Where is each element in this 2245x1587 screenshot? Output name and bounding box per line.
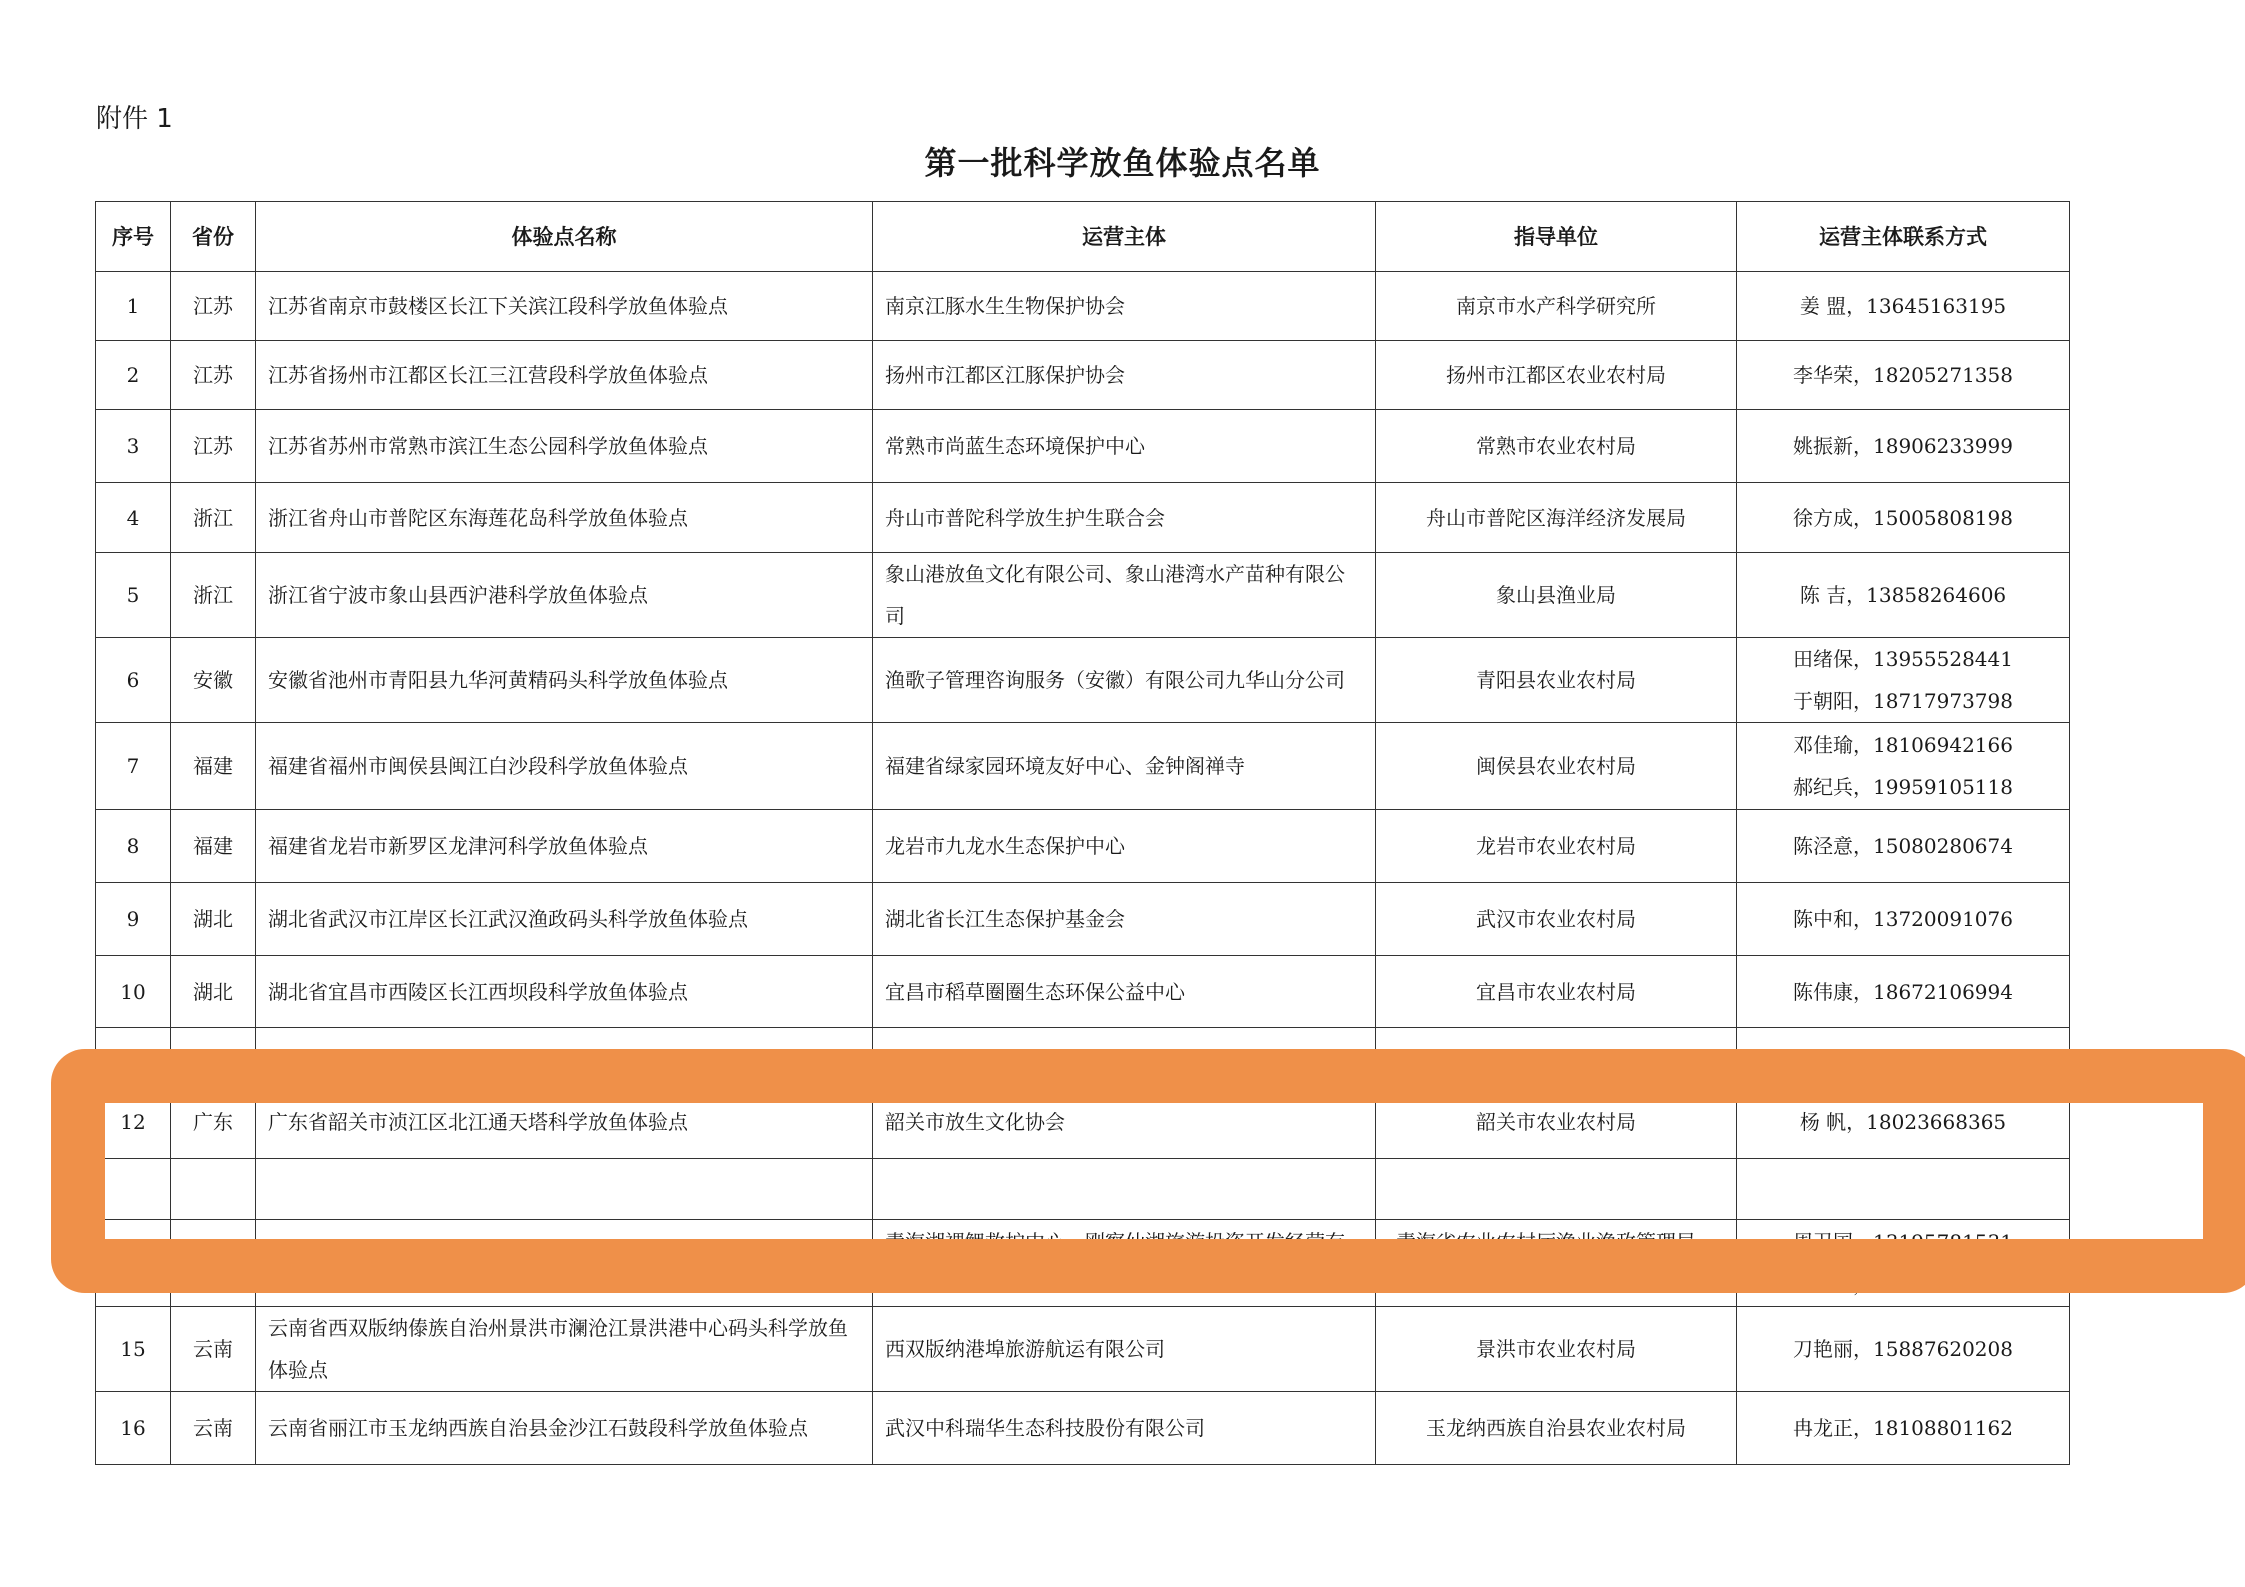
cell-seq: 16 [96,1392,171,1465]
cell-site-name: 江苏省扬州市江都区长江三江营段科学放鱼体验点 [256,341,873,410]
contact-line: 李华荣，18205271358 [1793,363,2013,387]
cell-province: 广东 [171,1086,256,1159]
table-row [96,1220,2070,1307]
cell-seq: 1 [96,272,171,341]
contact-line: 陈伟康，18672106994 [1793,979,2013,1004]
contact-line: 冉龙正，18108801162 [1793,1416,2013,1440]
contact-line: 姜 盟，13645163195 [1799,294,2007,318]
cell-site-name: 福建省龙岩市新罗区龙津河科学放鱼体验点 [256,810,873,883]
cell-contact [1737,1159,2070,1220]
contact-line: 杨 帆，18023668365 [1799,1110,2007,1134]
cell-province: 云南 [171,1392,256,1465]
header-seq: 序号 [96,202,171,272]
cell-province: 青海 [171,1220,256,1307]
cell-seq: 7 [96,723,171,810]
table-row [96,553,2070,638]
cell-site-name: 湖北省武汉市江岸区长江武汉渔政码头科学放鱼体验点 [256,883,873,956]
cell-guiding-unit: 韶关市农业农村局 [1376,1086,1737,1159]
header-contact: 运营主体联系方式 [1737,202,2070,272]
table-row [96,883,2070,956]
cell-guiding-unit: 象山县渔业局 [1376,553,1737,638]
cell-guiding-unit [1376,1159,1737,1220]
cell-site-name: 浙江省舟山市普陀区东海莲花岛科学放鱼体验点 [256,483,873,553]
document-title: 第一批科学放鱼体验点名单 [924,144,1321,182]
cell-seq [96,1159,171,1220]
header-guiding-unit: 指导单位 [1376,202,1737,272]
cell-seq: 15 [96,1307,171,1392]
cell-site-name: 湖北省宜昌市西陵区长江西坝段科学放鱼体验点 [256,956,873,1028]
cell-guiding-unit: 景洪市农业农村局 [1376,1307,1737,1392]
cell-contact [1737,956,2070,1028]
cell-operator: 常熟市尚蓝生态环境保护中心 [873,410,1376,483]
table-row [96,810,2070,883]
cell-seq: 10 [96,956,171,1028]
cell-operator: 宜昌市稻草圈圈生态环保公益中心 [873,956,1376,1028]
cell-province: 浙江 [171,553,256,638]
contact-line: 于朝阳，18717973798 [1793,689,2013,713]
table-row [96,272,2070,341]
table-header [96,202,2070,272]
attachment-label: 附件 1 [96,104,173,134]
cell-contact [1737,1220,2070,1307]
contact-line: 郝纪兵，19959105118 [1793,775,2013,799]
cell-guiding-unit: 常熟市农业农村局 [1376,410,1737,483]
cell-seq: 2 [96,341,171,410]
contact-line: 邓佳瑜，18106942166 [1793,733,2013,757]
cell-seq: 9 [96,883,171,956]
cell-contact [1737,341,2070,410]
table-body [96,272,2070,1465]
cell-guiding-unit: 青海省农业农村厅渔业渔政管理局、青海省人民检察院 [1376,1220,1737,1307]
header-row [96,202,2070,272]
cell-province: 云南 [171,1307,256,1392]
cell-site-name: 江苏省苏州市常熟市滨江生态公园科学放鱼体验点 [256,410,873,483]
contact-line: 陈中和，13720091076 [1793,907,2013,931]
cell-operator: 舟山市普陀科学放生护生联合会 [873,483,1376,553]
cell-contact [1737,1028,2070,1086]
cell-guiding-unit: 舟山市普陀区海洋经济发展局 [1376,483,1737,553]
table-row [96,1159,2070,1220]
cell-site-name: 云南省丽江市玉龙纳西族自治县金沙江石鼓段科学放鱼体验点 [256,1392,873,1465]
cell-site-name: 浙江省宁波市象山县西沪港科学放鱼体验点 [256,553,873,638]
cell-province: 湖北 [171,883,256,956]
contact-line: 周卫国，13195781531 [1793,1230,2013,1254]
header-province: 省份 [171,202,256,272]
table-row [96,341,2070,410]
cell-site-name: 广东省韶关市浈江区北江通天塔科学放鱼体验点 [256,1086,873,1159]
cell-province [171,1159,256,1220]
cell-contact [1737,272,2070,341]
cell-province: 江苏 [171,341,256,410]
cell-province: 福建 [171,723,256,810]
cell-province: 福建 [171,810,256,883]
contact-line: 徐方成，15005808198 [1793,505,2013,530]
header-site-name: 体验点名称 [256,202,873,272]
table-row [96,410,2070,483]
cell-operator: 武汉中科瑞华生态科技股份有限公司 [873,1392,1376,1465]
table-row [96,1392,2070,1465]
contact-line: 包文梅，13909708540 [1793,1272,2013,1296]
table-row [96,638,2070,723]
cell-operator: 湖北省长江生态保护基金会 [873,883,1376,956]
contact-line: 刀艳丽，15887620208 [1793,1337,2013,1361]
contact-line: 田绪保，13955528441 [1793,647,2013,671]
cell-province [171,1028,256,1086]
cell-guiding-unit: 龙岩市农业农村局 [1376,810,1737,883]
cell-contact [1737,883,2070,956]
cell-province: 江苏 [171,410,256,483]
cell-site-name: 安徽省池州市青阳县九华河黄精码头科学放鱼体验点 [256,638,873,723]
cell-operator [873,1159,1376,1220]
cell-seq: 5 [96,553,171,638]
header-operator: 运营主体 [873,202,1376,272]
cell-guiding-unit [1376,1028,1737,1086]
cell-operator: 象山港放鱼文化有限公司、象山港湾水产苗种有限公司 [873,553,1376,638]
cell-province: 浙江 [171,483,256,553]
cell-seq: 8 [96,810,171,883]
cell-seq: 14 [96,1220,171,1307]
cell-seq [96,1028,171,1086]
cell-contact [1737,723,2070,810]
cell-seq: 4 [96,483,171,553]
cell-contact [1737,810,2070,883]
table-row [96,483,2070,553]
cell-site-name [256,1159,873,1220]
cell-operator: 韶关市放生文化协会 [873,1086,1376,1159]
cell-site-name: 福建省福州市闽侯县闽江白沙段科学放鱼体验点 [256,723,873,810]
cell-site-name: 云南省西双版纳傣族自治州景洪市澜沧江景洪港中心码头科学放鱼体验点 [256,1307,873,1392]
cell-contact [1737,553,2070,638]
cell-contact [1737,1392,2070,1465]
table-row [96,1086,2070,1159]
cell-guiding-unit: 南京市水产科学研究所 [1376,272,1737,341]
cell-province: 江苏 [171,272,256,341]
table-row [96,1028,2070,1086]
cell-operator: 扬州市江都区江豚保护协会 [873,341,1376,410]
cell-operator: 福建省绿家园环境友好中心、金钟阁禅寺 [873,723,1376,810]
cell-contact [1737,1307,2070,1392]
cell-operator: 西双版纳港埠旅游航运有限公司 [873,1307,1376,1392]
cell-guiding-unit: 扬州市江都区农业农村局 [1376,341,1737,410]
cell-contact [1737,410,2070,483]
cell-guiding-unit: 宜昌市农业农村局 [1376,956,1737,1028]
cell-site-name: 青海省海北藏族自治州刚察县沙柳河湟鱼家园科学放鱼体验点 [256,1220,873,1307]
cell-operator: 南京江豚水生生物保护协会 [873,272,1376,341]
experience-site-table [95,201,2070,1465]
cell-site-name: 江苏省南京市鼓楼区长江下关滨江段科学放鱼体验点 [256,272,873,341]
cell-seq: 12 [96,1086,171,1159]
cell-province: 湖北 [171,956,256,1028]
cell-guiding-unit: 闽侯县农业农村局 [1376,723,1737,810]
cell-province: 安徽 [171,638,256,723]
contact-line: 陈 吉，13858264606 [1799,583,2007,607]
cell-operator [873,1028,1376,1086]
cell-contact [1737,638,2070,723]
cell-site-name [256,1028,873,1086]
cell-seq: 6 [96,638,171,723]
cell-guiding-unit: 玉龙纳西族自治县农业农村局 [1376,1392,1737,1465]
table-row [96,1307,2070,1392]
contact-line: 姚振新，18906233999 [1793,434,2013,458]
cell-contact [1737,483,2070,553]
cell-operator: 青海湖裸鲤救护中心、刚察仙湖旅游投资开发经营有限公司 [873,1220,1376,1307]
contact-line: 陈泾意，15080280674 [1793,834,2013,858]
cell-contact [1737,1086,2070,1159]
cell-guiding-unit: 武汉市农业农村局 [1376,883,1737,956]
cell-operator: 渔歌子管理咨询服务（安徽）有限公司九华山分公司 [873,638,1376,723]
table-row [96,723,2070,810]
table-row [96,956,2070,1028]
cell-operator: 龙岩市九龙水生态保护中心 [873,810,1376,883]
cell-seq: 3 [96,410,171,483]
cell-guiding-unit: 青阳县农业农村局 [1376,638,1737,723]
